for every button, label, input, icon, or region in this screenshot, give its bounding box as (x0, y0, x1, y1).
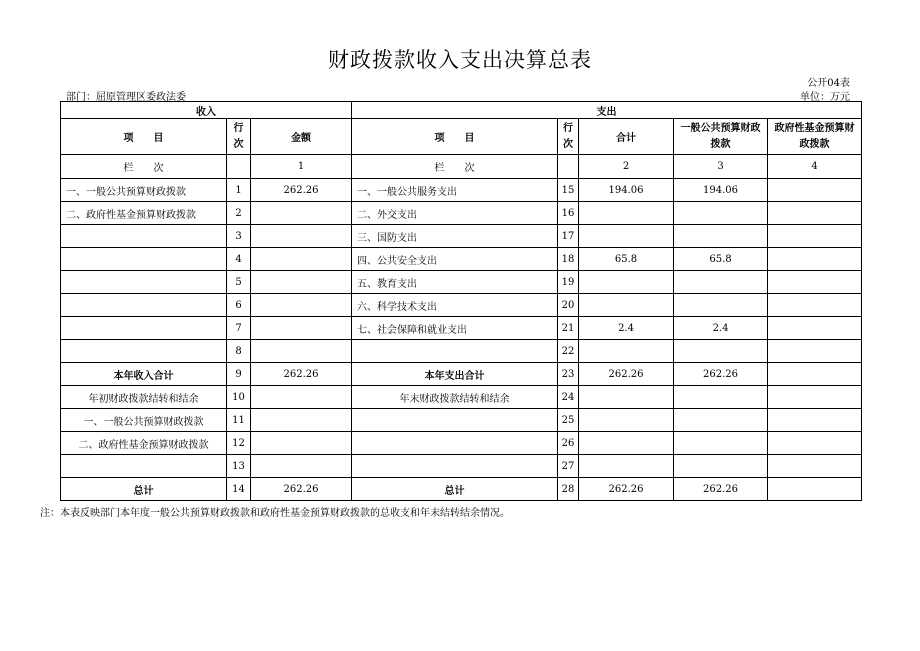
table-row (61, 455, 862, 478)
expense-item (352, 409, 558, 432)
expense-gov-fund (768, 202, 862, 225)
finance-table (60, 101, 862, 501)
income-amount: 262.26 (251, 179, 352, 202)
income-header: 收入 (61, 102, 352, 119)
expense-total: 2.4 (579, 317, 674, 340)
expense-row-no: 24 (558, 386, 579, 409)
expense-gov-fund (768, 248, 862, 271)
expense-gov-fund (768, 294, 862, 317)
income-row-no: 6 (227, 294, 251, 317)
expense-total (579, 455, 674, 478)
income-row-no-header: 行次 (227, 119, 251, 155)
table-row (61, 478, 862, 501)
expense-item: 三、国防支出 (352, 225, 558, 248)
expense-row-no: 17 (558, 225, 579, 248)
table-row (61, 271, 862, 294)
expense-item: 年末财政拨款结转和结余 (352, 386, 558, 409)
column-index-4: 4 (768, 155, 862, 179)
footnote: 注：本表反映部门本年度一般公共预算财政拨款和政府性基金预算财政拨款的总收支和年末结转结余情况。 (40, 508, 510, 519)
expense-row-no: 23 (558, 363, 579, 386)
expense-item (352, 455, 558, 478)
expense-gov-fund (768, 409, 862, 432)
expense-item: 二、外交支出 (352, 202, 558, 225)
expense-row-no: 20 (558, 294, 579, 317)
expense-gov-fund (768, 386, 862, 409)
expense-total: 262.26 (579, 478, 674, 501)
income-row-no: 9 (227, 363, 251, 386)
expense-general (674, 340, 768, 363)
expense-total (579, 386, 674, 409)
income-row-no: 10 (227, 386, 251, 409)
expense-row-no: 26 (558, 432, 579, 455)
table-row (61, 294, 862, 317)
expense-row-no: 25 (558, 409, 579, 432)
column-index-2: 2 (579, 155, 674, 179)
expense-total: 194.06 (579, 179, 674, 202)
income-row-no: 14 (227, 478, 251, 501)
expense-gov-fund (768, 317, 862, 340)
income-item (61, 271, 227, 294)
income-item: 二、政府性基金预算财政拨款 (61, 202, 227, 225)
income-item: 一、一般公共预算财政拨款 (61, 409, 227, 432)
expense-row-no: 18 (558, 248, 579, 271)
table-row (61, 179, 862, 202)
income-item: 总计 (61, 478, 227, 501)
column-index-label-expense: 栏 次 (352, 155, 558, 179)
income-amount: 262.26 (251, 363, 352, 386)
expense-row-no: 22 (558, 340, 579, 363)
gov-fund-header: 政府性基金预算财政拨款 (768, 119, 862, 155)
expense-item-header: 项 目 (352, 119, 558, 155)
expense-general: 262.26 (674, 363, 768, 386)
expense-total (579, 225, 674, 248)
expense-item (352, 340, 558, 363)
expense-total: 65.8 (579, 248, 674, 271)
table-row (61, 432, 862, 455)
income-amount (251, 386, 352, 409)
total-header: 合计 (579, 119, 674, 155)
income-amount (251, 409, 352, 432)
income-item: 二、政府性基金预算财政拨款 (61, 432, 227, 455)
expense-gov-fund (768, 455, 862, 478)
expense-gov-fund (768, 271, 862, 294)
expense-general (674, 294, 768, 317)
column-index-label: 栏 次 (61, 155, 227, 179)
expense-total (579, 294, 674, 317)
table-row (61, 202, 862, 225)
expense-general: 65.8 (674, 248, 768, 271)
expense-total (579, 271, 674, 294)
income-row-no: 4 (227, 248, 251, 271)
table-row (61, 409, 862, 432)
expense-general (674, 271, 768, 294)
income-row-no: 12 (227, 432, 251, 455)
column-index-1: 1 (251, 155, 352, 179)
income-row-no: 11 (227, 409, 251, 432)
column-index-3: 3 (674, 155, 768, 179)
expense-row-no: 21 (558, 317, 579, 340)
general-budget-header: 一般公共预算财政拨款 (674, 119, 768, 155)
income-item: 一、一般公共预算财政拨款 (61, 179, 227, 202)
column-index-row (61, 155, 862, 179)
unit-label: 单位：万元 (800, 92, 850, 103)
expense-item: 本年支出合计 (352, 363, 558, 386)
expense-total (579, 202, 674, 225)
income-amount (251, 317, 352, 340)
expense-gov-fund (768, 363, 862, 386)
expense-item: 六、科学技术支出 (352, 294, 558, 317)
income-item (61, 248, 227, 271)
expense-row-no-header: 行次 (558, 119, 579, 155)
expense-total (579, 340, 674, 363)
income-amount (251, 271, 352, 294)
expense-general: 194.06 (674, 179, 768, 202)
expense-general (674, 386, 768, 409)
income-item: 年初财政拨款结转和结余 (61, 386, 227, 409)
income-amount (251, 248, 352, 271)
expense-item: 五、教育支出 (352, 271, 558, 294)
table-row (61, 225, 862, 248)
income-row-no: 3 (227, 225, 251, 248)
income-amount (251, 340, 352, 363)
expense-total (579, 432, 674, 455)
expense-general: 2.4 (674, 317, 768, 340)
expense-row-no: 15 (558, 179, 579, 202)
income-amount (251, 294, 352, 317)
expense-row-no: 19 (558, 271, 579, 294)
income-amount: 262.26 (251, 478, 352, 501)
income-amount (251, 432, 352, 455)
expense-total (579, 409, 674, 432)
expense-gov-fund (768, 478, 862, 501)
section-header-row (61, 102, 862, 119)
expense-row-no: 27 (558, 455, 579, 478)
expense-item (352, 432, 558, 455)
expense-row-no: 16 (558, 202, 579, 225)
table-row (61, 363, 862, 386)
department-label: 部门：屈原管理区委政法委 (66, 92, 186, 103)
form-number: 公开04表 (807, 78, 850, 89)
income-row-no: 1 (227, 179, 251, 202)
income-amount (251, 225, 352, 248)
expense-item: 一、一般公共服务支出 (352, 179, 558, 202)
income-row-no: 8 (227, 340, 251, 363)
income-item-header: 项 目 (61, 119, 227, 155)
income-row-no: 7 (227, 317, 251, 340)
page-title: 财政拨款收入支出决算总表 (328, 48, 592, 72)
expense-general (674, 202, 768, 225)
income-item (61, 340, 227, 363)
expense-gov-fund (768, 179, 862, 202)
income-amount (251, 455, 352, 478)
income-item (61, 225, 227, 248)
income-item: 本年收入合计 (61, 363, 227, 386)
income-item (61, 317, 227, 340)
expense-general (674, 432, 768, 455)
expense-general: 262.26 (674, 478, 768, 501)
column-header-row (61, 119, 862, 155)
table-row (61, 340, 862, 363)
income-item (61, 294, 227, 317)
income-row-no: 13 (227, 455, 251, 478)
table-row (61, 248, 862, 271)
expense-header: 支出 (352, 102, 862, 119)
expense-general (674, 409, 768, 432)
expense-general (674, 455, 768, 478)
expense-gov-fund (768, 225, 862, 248)
expense-gov-fund (768, 340, 862, 363)
expense-item: 四、公共安全支出 (352, 248, 558, 271)
expense-item: 七、社会保障和就业支出 (352, 317, 558, 340)
expense-row-no: 28 (558, 478, 579, 501)
amount-header: 金额 (251, 119, 352, 155)
expense-item: 总计 (352, 478, 558, 501)
expense-gov-fund (768, 432, 862, 455)
income-amount (251, 202, 352, 225)
income-row-no: 2 (227, 202, 251, 225)
expense-general (674, 225, 768, 248)
table-row (61, 386, 862, 409)
expense-total: 262.26 (579, 363, 674, 386)
income-row-no: 5 (227, 271, 251, 294)
income-item (61, 455, 227, 478)
table-row (61, 317, 862, 340)
